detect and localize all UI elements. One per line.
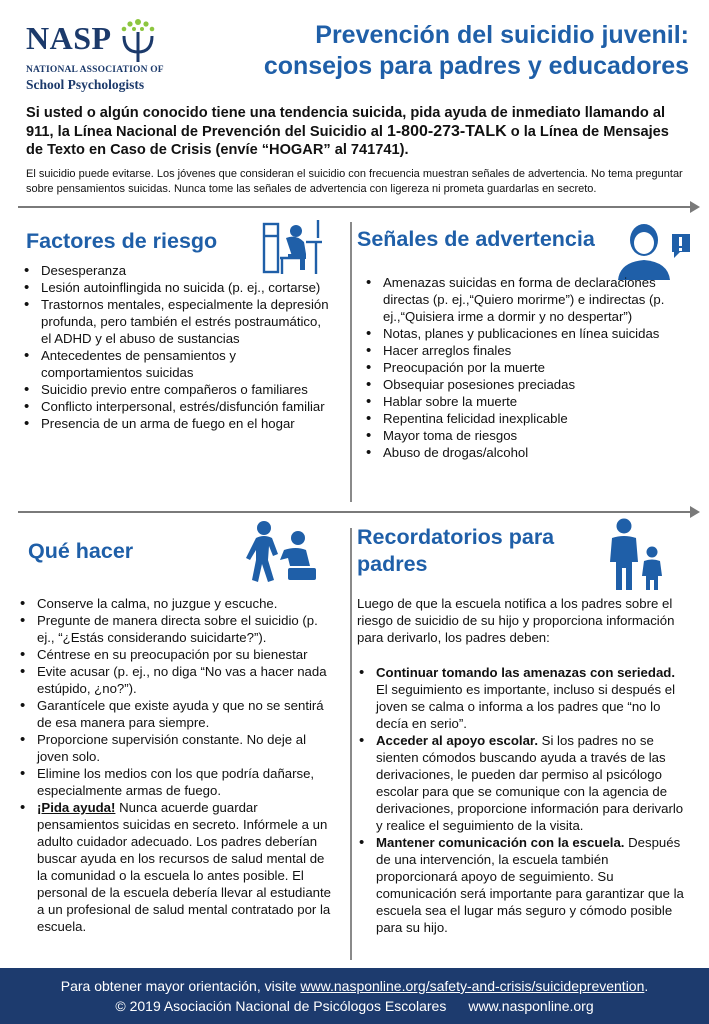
parents-item-2-bold: Acceder al apoyo escolar. — [376, 733, 538, 748]
list-item: • Hablar sobre la muerte — [364, 393, 682, 410]
logo-subtitle-1: NATIONAL ASSOCIATION OF — [26, 65, 164, 75]
divider-middle-arrow-icon — [690, 506, 700, 518]
parents-item-3-bold: Mantener comunicación con la escuela. — [376, 835, 625, 850]
list-item: • Conflicto interpersonal, estrés/disfunción familiar — [22, 398, 332, 415]
crisis-text-2: o la Línea de Mensajes de Texto en Caso de Crisis (envíe “HOGAR” al 741741). — [26, 123, 669, 158]
ask-for-help-label: ¡Pida ayuda! — [37, 800, 116, 815]
nasp-psi-logo-icon — [116, 18, 160, 62]
footer-line-2 — [0, 997, 709, 1015]
list-item — [357, 664, 687, 732]
divider-vertical-bottom — [350, 528, 352, 960]
parent-child-icon — [608, 518, 666, 590]
list-item: • Desesperanza — [22, 262, 332, 279]
list-item: • Amenazas suicidas en forma de declaraciones directas (p. ej.,“Quiero morirme”) e indirectas (p. ej.,“Quisiera irme a dormir y no despertar”) — [364, 274, 682, 325]
helping-people-icon — [244, 520, 320, 582]
footer-copyright: © 2019 Asociación Nacional de Psicólogos Escolares — [115, 998, 447, 1014]
parents-item-1-bold: Continuar tomando las amenazas con seriedad. — [376, 665, 675, 680]
list-item: • Abuso de drogas/alcohol — [364, 444, 682, 461]
list-item — [357, 834, 687, 936]
list-item: • Repentina felicidad inexplicable — [364, 410, 682, 427]
list-item: • Evite acusar (p. ej., no diga “No vas a hacer nada estúpido, ¿no?”). — [18, 663, 336, 697]
list-item: • Céntrese en su preocupación por su bienestar — [18, 646, 336, 663]
divider-top — [18, 206, 698, 208]
risk-heading: Factores de riesgo — [26, 229, 218, 253]
footer-suicide-prevention-link[interactable]: www.nasponline.org/safety-and-crisis/suicideprevention — [300, 978, 645, 994]
list-item: • Notas, planes y publicaciones en línea suicidas — [364, 325, 682, 342]
list-item: • Garantícele que existe ayuda y que no se sentirá de esa manera para siempre. — [18, 697, 336, 731]
list-item: • Antecedentes de pensamientos y comportamientos suicidas — [22, 347, 332, 381]
list-item: • Preocupación por la muerte — [364, 359, 682, 376]
parents-lead: Luego de que la escuela notifica a los padres sobre el riesgo de suicidio de su hijo y proporciona información para derivarlo, los padres deben: — [357, 596, 675, 645]
parents-list — [357, 664, 687, 936]
footer-suffix: . — [644, 978, 649, 994]
parents-item-2-text: Si los padres no se sienten cómodos buscando ayuda a través de las derivaciones, le pueden dar permiso al psicólogo escolar para que se comunique con la agencia de derivaciones, proporcione información para derivarlo y realice el seguimiento de la visita. — [376, 733, 684, 833]
warning-list — [364, 274, 682, 461]
list-item: • Mayor toma de riesgos — [364, 427, 682, 444]
footer — [0, 968, 709, 1024]
list-item: • Conserve la calma, no juzgue y escuche. — [18, 595, 336, 612]
footer-line-1 — [0, 977, 709, 995]
footer-prefix: Para obtener mayor orientación, visite — [60, 978, 301, 994]
list-item: • Pregunte de manera directa sobre el suicidio (p. ej., “¿Estás considerando suicidarte?”). — [18, 612, 336, 646]
list-item: • Proporcione supervisión constante. No deje al joven solo. — [18, 731, 336, 765]
title-line-1: Prevención del suicidio juvenil: — [315, 21, 689, 49]
person-alert-icon — [616, 220, 694, 280]
divider-top-arrow-icon — [690, 201, 700, 213]
list-item: • Presencia de un arma de fuego en el hogar — [22, 415, 332, 432]
divider-vertical-top — [350, 222, 352, 502]
parents-item-3-text: Después de una intervención, la escuela también proporcionará apoyo de seguimiento. Su comunicación será importante para garantizar que la escuela sea el lugar más seguro y cómodo posible para su hijo. — [376, 835, 684, 935]
crisis-notice — [26, 104, 686, 160]
list-item: • Lesión autoinflingida no suicida (p. ej., cortarse) — [22, 279, 332, 296]
warning-heading: Señales de advertencia — [357, 227, 595, 251]
list-item: • Suicidio previo entre compañeros o familiares — [22, 381, 332, 398]
risk-list — [22, 262, 332, 432]
logo-subtitle-2: School Psychologists — [26, 77, 145, 92]
list-item — [18, 799, 336, 935]
todo-heading: Qué hacer — [28, 539, 134, 563]
list-item: • Obsequiar posesiones preciadas — [364, 376, 682, 393]
nasp-logo-text: NASP — [26, 20, 112, 56]
page-title — [219, 20, 689, 82]
title-line-2: consejos para padres y educadores — [263, 52, 689, 80]
crisis-text-1: Si usted o algún conocido tiene una tendencia suicida, pida ayuda de inmediato llamando al 911, la Línea Nacional de Prevención del Suicidio al — [26, 105, 665, 140]
intro-paragraph: El suicidio puede evitarse. Los jóvenes que consideran el suicidio con frecuencia muestran señales de advertencia. No tema preguntar sobre pensamientos suicidas. Nunca tome las señales de advertencia con ligereza ni prometa guardarlas en secreto. — [26, 168, 683, 195]
footer-site: www.nasponline.org — [468, 998, 594, 1014]
list-item: • Trastornos mentales, especialmente la depresión profunda, pero también el estrés postraumático, el ADHD y el abuso de sustancias — [22, 296, 332, 347]
list-item: • Elimine los medios con los que podría dañarse, especialmente armas de fuego. — [18, 765, 336, 799]
parents-heading: Recordatorios para padres — [357, 525, 555, 576]
list-item: • Hacer arreglos finales — [364, 342, 682, 359]
todo-list — [18, 595, 336, 935]
crisis-phone: 1-800-273-TALK — [386, 122, 507, 140]
list-item — [357, 732, 687, 834]
parents-item-1-text: El seguimiento es importante, incluso si después el joven se calma o informa a los padres que “no lo decía en serio”. — [376, 682, 676, 731]
divider-middle — [18, 511, 698, 513]
ask-for-help-text: Nunca acuerde guardar pensamientos suicidas en secreto. Infórmele a un adulto cuidador adecuado. Los padres deberían buscar ayuda en los recursos de salud mental de la comunidad o la escuela lo antes posible. El personal de la escuela debería llevar al estudiante a un profesional de salud mental contratado por la escuela. — [37, 800, 331, 934]
